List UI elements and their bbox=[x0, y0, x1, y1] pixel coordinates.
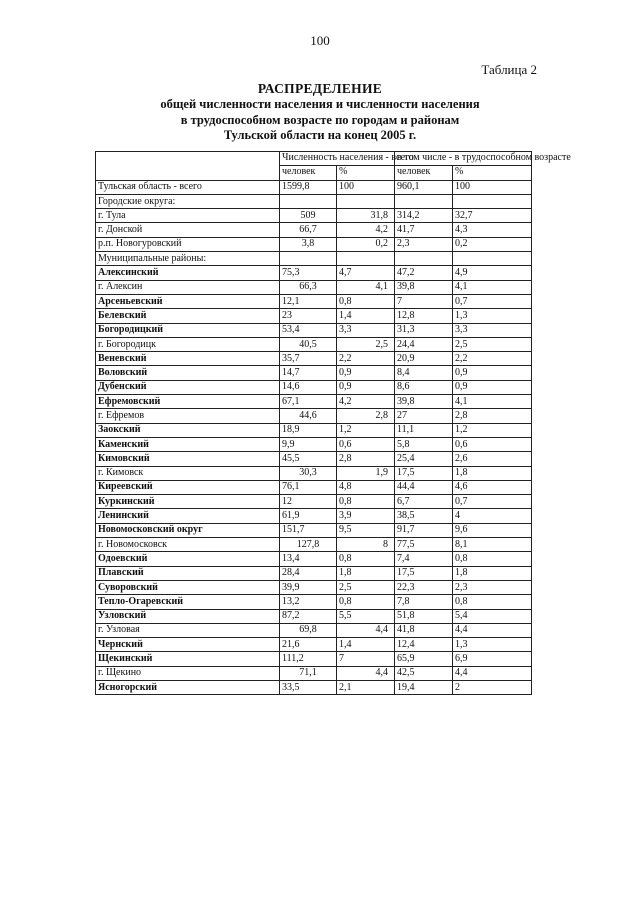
cell-work-people: 7,4 bbox=[395, 552, 453, 566]
cell-total-percent: 2,5 bbox=[337, 337, 395, 351]
cell-work-people: 17,5 bbox=[395, 566, 453, 580]
cell-work-percent: 4,6 bbox=[453, 480, 532, 494]
table-row bbox=[96, 194, 532, 208]
row-name: Щекинский bbox=[96, 652, 280, 666]
table-row bbox=[96, 352, 532, 366]
cell-work-percent: 8,1 bbox=[453, 538, 532, 552]
row-name: г. Кимовск bbox=[96, 466, 280, 480]
cell-work-percent: 3,3 bbox=[453, 323, 532, 337]
cell-total-people: 66,7 bbox=[280, 223, 337, 237]
cell-total-percent: 9,5 bbox=[337, 523, 395, 537]
row-name: г. Алексин bbox=[96, 280, 280, 294]
cell-work-percent: 9,6 bbox=[453, 523, 532, 537]
row-name: Ясногорский bbox=[96, 680, 280, 694]
cell-total-percent: 3,9 bbox=[337, 509, 395, 523]
table-row bbox=[96, 266, 532, 280]
cell-total-people: 67,1 bbox=[280, 395, 337, 409]
cell-work-percent: 100 bbox=[453, 180, 532, 194]
cell-work-people: 22,3 bbox=[395, 580, 453, 594]
cell-work-percent: 4,1 bbox=[453, 280, 532, 294]
row-name: Чернский bbox=[96, 638, 280, 652]
table-row bbox=[96, 652, 532, 666]
row-name: Одоевский bbox=[96, 552, 280, 566]
cell-total-people: 151,7 bbox=[280, 523, 337, 537]
cell-total-people bbox=[280, 194, 337, 208]
table-row bbox=[96, 423, 532, 437]
cell-total-percent: 0,6 bbox=[337, 437, 395, 451]
cell-total-people: 23 bbox=[280, 309, 337, 323]
cell-work-percent: 1,8 bbox=[453, 466, 532, 480]
cell-work-people: 42,5 bbox=[395, 666, 453, 680]
row-name: г. Богородицк bbox=[96, 337, 280, 351]
row-name: Тепло-Огаревский bbox=[96, 595, 280, 609]
row-name: г. Донской bbox=[96, 223, 280, 237]
cell-total-people: 13,2 bbox=[280, 595, 337, 609]
cell-total-percent: 2,5 bbox=[337, 580, 395, 594]
row-name: г. Тула bbox=[96, 209, 280, 223]
cell-work-people: 2,3 bbox=[395, 237, 453, 251]
cell-total-people: 75,3 bbox=[280, 266, 337, 280]
table-row bbox=[96, 495, 532, 509]
cell-total-percent: 0,8 bbox=[337, 595, 395, 609]
cell-total-percent: 2,8 bbox=[337, 409, 395, 423]
table-row bbox=[96, 680, 532, 694]
cell-total-percent: 4,1 bbox=[337, 280, 395, 294]
cell-work-percent: 4 bbox=[453, 509, 532, 523]
cell-total-percent: 1,8 bbox=[337, 566, 395, 580]
cell-work-percent: 0,6 bbox=[453, 437, 532, 451]
row-name: Ленинский bbox=[96, 509, 280, 523]
row-name: р.п. Новогуровский bbox=[96, 237, 280, 251]
cell-total-people: 28,4 bbox=[280, 566, 337, 580]
row-name: Богородицкий bbox=[96, 323, 280, 337]
table-row bbox=[96, 280, 532, 294]
header-unit-percent-total: % bbox=[337, 166, 395, 180]
row-name: Куркинский bbox=[96, 495, 280, 509]
cell-total-people: 12 bbox=[280, 495, 337, 509]
cell-work-people: 31,3 bbox=[395, 323, 453, 337]
cell-total-percent: 1,2 bbox=[337, 423, 395, 437]
row-name: Алексинский bbox=[96, 266, 280, 280]
cell-total-percent: 0,2 bbox=[337, 237, 395, 251]
cell-total-people: 14,7 bbox=[280, 366, 337, 380]
cell-work-percent: 4,4 bbox=[453, 623, 532, 637]
cell-work-percent: 2,2 bbox=[453, 352, 532, 366]
cell-total-people: 45,5 bbox=[280, 452, 337, 466]
table-row bbox=[96, 323, 532, 337]
cell-work-percent: 5,4 bbox=[453, 609, 532, 623]
cell-work-percent: 0,9 bbox=[453, 380, 532, 394]
cell-total-percent: 1,4 bbox=[337, 638, 395, 652]
cell-total-people: 509 bbox=[280, 209, 337, 223]
table-row bbox=[96, 609, 532, 623]
cell-total-percent: 3,3 bbox=[337, 323, 395, 337]
document-title bbox=[0, 81, 640, 144]
cell-work-percent: 1,3 bbox=[453, 309, 532, 323]
cell-work-percent: 4,9 bbox=[453, 266, 532, 280]
cell-total-percent: 100 bbox=[337, 180, 395, 194]
table-row bbox=[96, 595, 532, 609]
cell-total-percent: 0,9 bbox=[337, 380, 395, 394]
title-line-2: в трудоспособном возрасте по городам и районам bbox=[180, 112, 460, 127]
table-row bbox=[96, 480, 532, 494]
table-body bbox=[96, 180, 532, 695]
cell-work-people: 12,8 bbox=[395, 309, 453, 323]
cell-total-percent: 4,7 bbox=[337, 266, 395, 280]
cell-total-percent: 1,4 bbox=[337, 309, 395, 323]
table-row bbox=[96, 466, 532, 480]
cell-total-people: 35,7 bbox=[280, 352, 337, 366]
cell-work-people: 41,7 bbox=[395, 223, 453, 237]
title-line-3: Тульской области на конец 2005 г. bbox=[223, 128, 417, 142]
cell-work-percent: 32,7 bbox=[453, 209, 532, 223]
cell-total-percent: 0,8 bbox=[337, 495, 395, 509]
header-unit-percent-work: % bbox=[453, 166, 532, 180]
cell-total-people: 44,6 bbox=[280, 409, 337, 423]
row-name: Кимовский bbox=[96, 452, 280, 466]
cell-work-percent: 2,8 bbox=[453, 409, 532, 423]
cell-total-percent: 1,9 bbox=[337, 466, 395, 480]
table-row bbox=[96, 523, 532, 537]
cell-total-people: 69,8 bbox=[280, 623, 337, 637]
header-unit-people-work: человек bbox=[395, 166, 453, 180]
cell-work-people: 27 bbox=[395, 409, 453, 423]
cell-work-people: 7,8 bbox=[395, 595, 453, 609]
cell-work-percent: 1,3 bbox=[453, 638, 532, 652]
table-row bbox=[96, 237, 532, 251]
table-row bbox=[96, 223, 532, 237]
cell-work-people: 41,8 bbox=[395, 623, 453, 637]
row-name: Каменский bbox=[96, 437, 280, 451]
cell-work-people: 5,8 bbox=[395, 437, 453, 451]
cell-work-percent: 1,2 bbox=[453, 423, 532, 437]
table-row bbox=[96, 509, 532, 523]
table-row bbox=[96, 538, 532, 552]
title-line-1: общей численности населения и численности населения bbox=[160, 97, 480, 111]
cell-total-percent: 2,2 bbox=[337, 352, 395, 366]
cell-total-percent: 2,1 bbox=[337, 680, 395, 694]
row-name: Городские округа: bbox=[96, 194, 280, 208]
cell-total-percent: 4,8 bbox=[337, 480, 395, 494]
cell-work-people: 24,4 bbox=[395, 337, 453, 351]
cell-work-people: 314,2 bbox=[395, 209, 453, 223]
cell-total-people: 12,1 bbox=[280, 294, 337, 308]
cell-total-percent: 4,4 bbox=[337, 666, 395, 680]
cell-total-percent: 7 bbox=[337, 652, 395, 666]
cell-work-percent bbox=[453, 194, 532, 208]
cell-work-people: 17,5 bbox=[395, 466, 453, 480]
cell-work-people: 19,4 bbox=[395, 680, 453, 694]
cell-work-percent: 4,3 bbox=[453, 223, 532, 237]
table-row bbox=[96, 566, 532, 580]
cell-total-people: 3,8 bbox=[280, 237, 337, 251]
cell-work-percent: 2 bbox=[453, 680, 532, 694]
cell-work-people: 39,8 bbox=[395, 395, 453, 409]
cell-total-people: 18,9 bbox=[280, 423, 337, 437]
row-name: Белевский bbox=[96, 309, 280, 323]
cell-work-people: 65,9 bbox=[395, 652, 453, 666]
table-row bbox=[96, 638, 532, 652]
table-row bbox=[96, 437, 532, 451]
cell-work-people: 39,8 bbox=[395, 280, 453, 294]
cell-total-percent bbox=[337, 252, 395, 266]
cell-work-people: 47,2 bbox=[395, 266, 453, 280]
cell-total-people: 39,9 bbox=[280, 580, 337, 594]
cell-total-people: 66,3 bbox=[280, 280, 337, 294]
row-name: Узловский bbox=[96, 609, 280, 623]
table-row bbox=[96, 294, 532, 308]
table-row bbox=[96, 409, 532, 423]
cell-total-people bbox=[280, 252, 337, 266]
cell-work-percent: 1,8 bbox=[453, 566, 532, 580]
cell-total-people: 76,1 bbox=[280, 480, 337, 494]
header-working-age: в том числе - в трудоспособном возрасте bbox=[395, 152, 532, 166]
row-name: Муниципальные районы: bbox=[96, 252, 280, 266]
cell-work-percent: 0,7 bbox=[453, 294, 532, 308]
cell-work-people: 6,7 bbox=[395, 495, 453, 509]
table-row bbox=[96, 366, 532, 380]
row-name: г. Узловая bbox=[96, 623, 280, 637]
cell-total-people: 111,2 bbox=[280, 652, 337, 666]
cell-total-people: 30,3 bbox=[280, 466, 337, 480]
table-row bbox=[96, 452, 532, 466]
table-row bbox=[96, 395, 532, 409]
cell-total-people: 61,9 bbox=[280, 509, 337, 523]
row-name: Заокский bbox=[96, 423, 280, 437]
cell-work-people: 7 bbox=[395, 294, 453, 308]
table-row bbox=[96, 252, 532, 266]
cell-work-people: 91,7 bbox=[395, 523, 453, 537]
row-name: Киреевский bbox=[96, 480, 280, 494]
header-blank-cell bbox=[96, 152, 280, 181]
header-unit-people-total: человек bbox=[280, 166, 337, 180]
cell-work-people: 11,1 bbox=[395, 423, 453, 437]
cell-work-percent: 2,6 bbox=[453, 452, 532, 466]
cell-total-percent: 8 bbox=[337, 538, 395, 552]
cell-total-percent: 4,4 bbox=[337, 623, 395, 637]
cell-work-people: 38,5 bbox=[395, 509, 453, 523]
row-name: Дубенский bbox=[96, 380, 280, 394]
cell-total-people: 71,1 bbox=[280, 666, 337, 680]
cell-total-people: 13,4 bbox=[280, 552, 337, 566]
cell-total-percent: 4,2 bbox=[337, 223, 395, 237]
cell-work-percent: 0,2 bbox=[453, 237, 532, 251]
cell-total-people: 87,2 bbox=[280, 609, 337, 623]
header-total-population: Численность населения - всего bbox=[280, 152, 395, 166]
cell-total-people: 127,8 bbox=[280, 538, 337, 552]
cell-total-percent bbox=[337, 194, 395, 208]
population-table bbox=[95, 151, 571, 695]
row-name: Ефремовский bbox=[96, 395, 280, 409]
table-row bbox=[96, 337, 532, 351]
cell-work-people: 8,4 bbox=[395, 366, 453, 380]
cell-work-people: 960,1 bbox=[395, 180, 453, 194]
cell-work-percent: 0,8 bbox=[453, 595, 532, 609]
cell-work-people: 77,5 bbox=[395, 538, 453, 552]
cell-total-percent: 2,8 bbox=[337, 452, 395, 466]
cell-work-percent: 2,5 bbox=[453, 337, 532, 351]
row-name: Арсеньевский bbox=[96, 294, 280, 308]
cell-total-percent: 31,8 bbox=[337, 209, 395, 223]
row-name: Суворовский bbox=[96, 580, 280, 594]
cell-work-percent: 0,7 bbox=[453, 495, 532, 509]
table-row bbox=[96, 180, 532, 194]
cell-total-people: 1599,8 bbox=[280, 180, 337, 194]
row-name: Новомосковский округ bbox=[96, 523, 280, 537]
row-name: Плавский bbox=[96, 566, 280, 580]
table-row bbox=[96, 552, 532, 566]
cell-total-people: 53,4 bbox=[280, 323, 337, 337]
table-row bbox=[96, 309, 532, 323]
cell-work-people: 51,8 bbox=[395, 609, 453, 623]
row-name: Воловский bbox=[96, 366, 280, 380]
cell-total-people: 33,5 bbox=[280, 680, 337, 694]
cell-total-percent: 5,5 bbox=[337, 609, 395, 623]
cell-total-people: 21,6 bbox=[280, 638, 337, 652]
title-main: РАСПРЕДЕЛЕНИЕ bbox=[257, 81, 383, 96]
cell-total-percent: 0,8 bbox=[337, 294, 395, 308]
row-name: Тульская область - всего bbox=[96, 180, 280, 194]
cell-work-percent: 0,9 bbox=[453, 366, 532, 380]
cell-work-people: 44,4 bbox=[395, 480, 453, 494]
table-row bbox=[96, 209, 532, 223]
cell-work-percent: 4,1 bbox=[453, 395, 532, 409]
cell-work-people: 12,4 bbox=[395, 638, 453, 652]
cell-work-percent: 0,8 bbox=[453, 552, 532, 566]
row-name: Веневский bbox=[96, 352, 280, 366]
cell-total-people: 40,5 bbox=[280, 337, 337, 351]
table-row bbox=[96, 380, 532, 394]
cell-total-people: 14,6 bbox=[280, 380, 337, 394]
table-label: Таблица 2 bbox=[481, 62, 537, 77]
cell-total-percent: 0,9 bbox=[337, 366, 395, 380]
table-row bbox=[96, 666, 532, 680]
cell-total-percent: 0,8 bbox=[337, 552, 395, 566]
row-name: г. Ефремов bbox=[96, 409, 280, 423]
table-row bbox=[96, 623, 532, 637]
cell-work-people: 25,4 bbox=[395, 452, 453, 466]
cell-total-people: 9,9 bbox=[280, 437, 337, 451]
page-number: 100 bbox=[310, 33, 330, 48]
row-name: г. Щекино bbox=[96, 666, 280, 680]
cell-total-percent: 4,2 bbox=[337, 395, 395, 409]
cell-work-percent: 6,9 bbox=[453, 652, 532, 666]
cell-work-people bbox=[395, 194, 453, 208]
cell-work-people bbox=[395, 252, 453, 266]
cell-work-people: 8,6 bbox=[395, 380, 453, 394]
cell-work-percent: 2,3 bbox=[453, 580, 532, 594]
cell-work-percent bbox=[453, 252, 532, 266]
table-row bbox=[96, 580, 532, 594]
cell-work-percent: 4,4 bbox=[453, 666, 532, 680]
cell-work-people: 20,9 bbox=[395, 352, 453, 366]
row-name: г. Новомосковск bbox=[96, 538, 280, 552]
